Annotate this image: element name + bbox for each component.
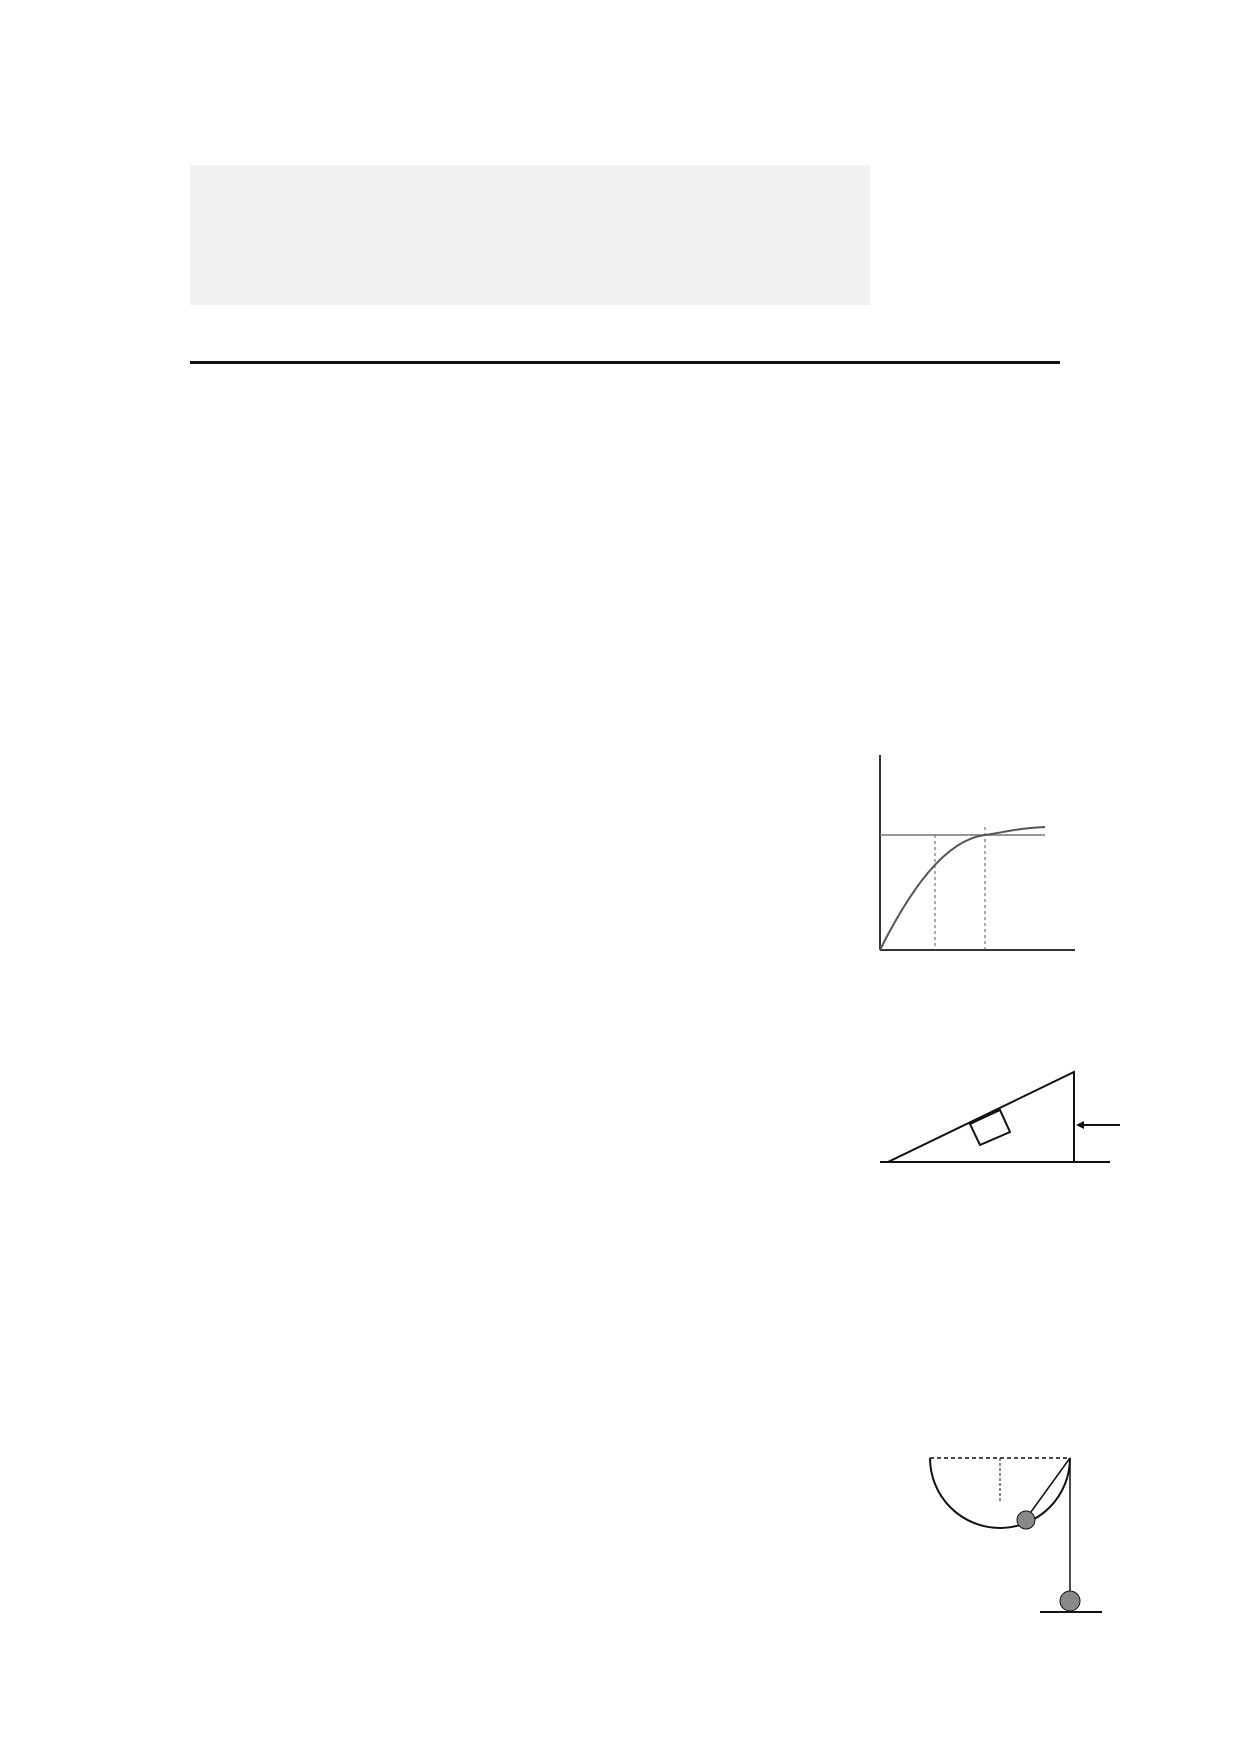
header-rule <box>190 361 1060 364</box>
title-banner <box>190 165 870 305</box>
vt-graph <box>855 740 1080 970</box>
incline-figure <box>870 1050 1125 1180</box>
force-arrow-head <box>1076 1121 1084 1129</box>
ball-m2 <box>1060 1591 1080 1611</box>
jia-curve <box>880 827 1045 950</box>
incline-a <box>888 1072 1074 1162</box>
block-b <box>970 1110 1010 1145</box>
bowl-figure <box>920 1428 1110 1638</box>
ball-m1 <box>1017 1511 1035 1529</box>
